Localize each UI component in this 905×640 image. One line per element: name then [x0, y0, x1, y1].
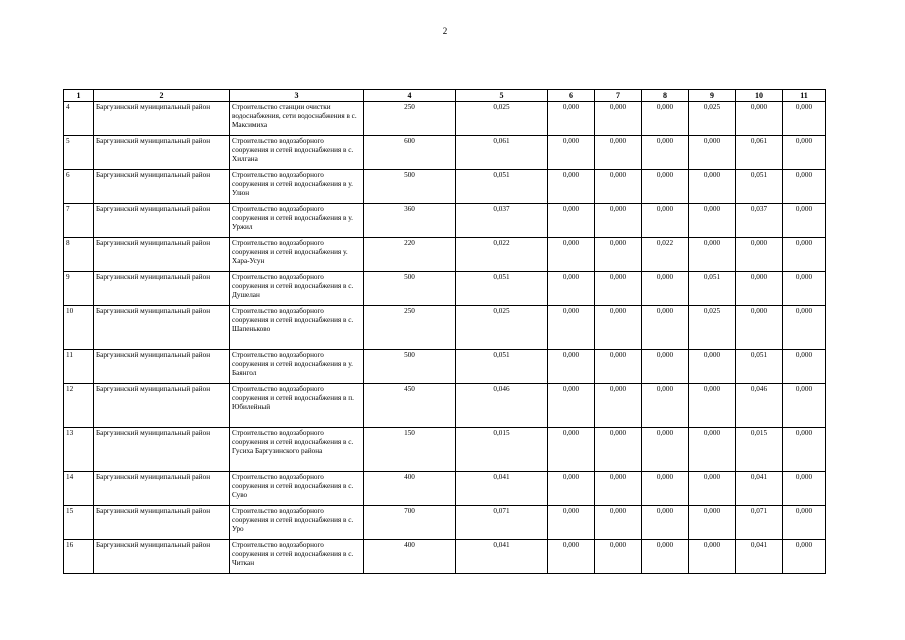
- table-cell-col-3: Строительство станции очистки водоснабжения, сети водоснабжения в с. Максимиха: [230, 102, 364, 136]
- table-cell-col-9: 0,000: [689, 238, 736, 272]
- table-cell-col-7: 0,000: [595, 472, 642, 506]
- data-table: [63, 89, 826, 574]
- table-cell-col-6: 0,000: [548, 540, 595, 574]
- table-cell-col-6: 0,000: [548, 272, 595, 306]
- table-cell-col-5: 0,041: [456, 540, 548, 574]
- table-cell-col-7: 0,000: [595, 350, 642, 384]
- table-cell-col-7: 0,000: [595, 136, 642, 170]
- table-cell-col-8: 0,000: [642, 384, 689, 428]
- table-cell-col-7: 0,000: [595, 428, 642, 472]
- table-cell-col-4: 500: [364, 350, 456, 384]
- table-row: [64, 472, 826, 506]
- table-cell-col-1: 14: [64, 472, 94, 506]
- table-cell-col-11: 0,000: [783, 428, 826, 472]
- table-cell-col-11: 0,000: [783, 136, 826, 170]
- table-cell-col-4: 220: [364, 238, 456, 272]
- table-cell-col-8: 0,000: [642, 272, 689, 306]
- table-cell-col-4: 600: [364, 136, 456, 170]
- table-cell-col-9: 0,000: [689, 506, 736, 540]
- table-cell-col-1: 8: [64, 238, 94, 272]
- table-cell-col-3: Строительство водозаборного сооружения и сетей водоснабжения в у. Улюн: [230, 170, 364, 204]
- table-cell-col-10: 0,046: [736, 384, 783, 428]
- table-cell-col-8: 0,022: [642, 238, 689, 272]
- table-cell-col-2: Баргузинский муниципальный район: [94, 506, 230, 540]
- table-cell-col-7: 0,000: [595, 238, 642, 272]
- table-row: [64, 350, 826, 384]
- table-cell-col-5: 0,025: [456, 102, 548, 136]
- table-cell-col-3: Строительство водозаборного сооружения и сетей водоснабжения в с. Шапеньково: [230, 306, 364, 350]
- header-row: [64, 90, 826, 102]
- table-cell-col-8: 0,000: [642, 102, 689, 136]
- table-cell-col-10: 0,041: [736, 540, 783, 574]
- table-cell-col-8: 0,000: [642, 540, 689, 574]
- table-cell-col-3: Строительство водозаборного сооружения и сетей водоснабжения в с. Уро: [230, 506, 364, 540]
- table-cell-col-3: Строительство водозаборного сооружения и сетей водоснабжения у. Хара-Усун: [230, 238, 364, 272]
- table-cell-col-8: 0,000: [642, 170, 689, 204]
- table-cell-col-11: 0,000: [783, 540, 826, 574]
- table-cell-col-7: 0,000: [595, 272, 642, 306]
- table-cell-col-1: 10: [64, 306, 94, 350]
- table-cell-col-6: 0,000: [548, 136, 595, 170]
- table-cell-col-2: Баргузинский муниципальный район: [94, 136, 230, 170]
- table-cell-col-8: 0,000: [642, 350, 689, 384]
- table-row: [64, 540, 826, 574]
- table-cell-col-5: 0,037: [456, 204, 548, 238]
- table-cell-col-8: 0,000: [642, 506, 689, 540]
- table-cell-col-5: 0,051: [456, 350, 548, 384]
- table-row: [64, 384, 826, 428]
- table-cell-col-1: 16: [64, 540, 94, 574]
- table-body: [64, 102, 826, 574]
- table-cell-col-6: 0,000: [548, 384, 595, 428]
- table-cell-col-2: Баргузинский муниципальный район: [94, 204, 230, 238]
- table-cell-col-5: 0,046: [456, 384, 548, 428]
- table-cell-col-9: 0,000: [689, 136, 736, 170]
- column-header-10: 10: [736, 90, 783, 102]
- table-cell-col-11: 0,000: [783, 102, 826, 136]
- table-cell-col-2: Баргузинский муниципальный район: [94, 540, 230, 574]
- table-cell-col-2: Баргузинский муниципальный район: [94, 170, 230, 204]
- table-cell-col-5: 0,051: [456, 272, 548, 306]
- table-cell-col-1: 6: [64, 170, 94, 204]
- table-header: [64, 90, 826, 102]
- table-cell-col-8: 0,000: [642, 472, 689, 506]
- table-cell-col-4: 150: [364, 428, 456, 472]
- column-header-5: 5: [456, 90, 548, 102]
- column-header-3: 3: [230, 90, 364, 102]
- table-cell-col-3: Строительство водозаборного сооружения и сетей водоснабжения в у. Уржил: [230, 204, 364, 238]
- table-cell-col-4: 250: [364, 102, 456, 136]
- column-header-8: 8: [642, 90, 689, 102]
- table-cell-col-4: 500: [364, 272, 456, 306]
- table-cell-col-3: Строительство водозаборного сооружения и сетей водоснабжения в п. Юбилейный: [230, 384, 364, 428]
- table-cell-col-1: 7: [64, 204, 94, 238]
- table-cell-col-6: 0,000: [548, 238, 595, 272]
- table-cell-col-11: 0,000: [783, 272, 826, 306]
- table-cell-col-4: 360: [364, 204, 456, 238]
- table-cell-col-3: Строительство водозаборного сооружения и сетей водоснабжения в с. Хилгана: [230, 136, 364, 170]
- table-cell-col-9: 0,000: [689, 350, 736, 384]
- table-cell-col-1: 5: [64, 136, 94, 170]
- table-cell-col-9: 0,000: [689, 540, 736, 574]
- table-cell-col-10: 0,037: [736, 204, 783, 238]
- table-cell-col-6: 0,000: [548, 428, 595, 472]
- column-header-7: 7: [595, 90, 642, 102]
- table-cell-col-2: Баргузинский муниципальный район: [94, 472, 230, 506]
- table-cell-col-6: 0,000: [548, 472, 595, 506]
- table-cell-col-11: 0,000: [783, 384, 826, 428]
- table-cell-col-5: 0,022: [456, 238, 548, 272]
- table-cell-col-9: 0,000: [689, 428, 736, 472]
- table-cell-col-4: 400: [364, 472, 456, 506]
- table-cell-col-4: 250: [364, 306, 456, 350]
- table-cell-col-1: 12: [64, 384, 94, 428]
- table-cell-col-9: 0,000: [689, 170, 736, 204]
- table-row: [64, 102, 826, 136]
- table-cell-col-2: Баргузинский муниципальный район: [94, 306, 230, 350]
- table-cell-col-6: 0,000: [548, 204, 595, 238]
- table-cell-col-2: Баргузинский муниципальный район: [94, 102, 230, 136]
- table-cell-col-11: 0,000: [783, 238, 826, 272]
- table-cell-col-9: 0,025: [689, 306, 736, 350]
- table-cell-col-1: 15: [64, 506, 94, 540]
- column-header-4: 4: [364, 90, 456, 102]
- table-cell-col-7: 0,000: [595, 384, 642, 428]
- table-cell-col-5: 0,041: [456, 472, 548, 506]
- table-cell-col-1: 11: [64, 350, 94, 384]
- table-cell-col-10: 0,061: [736, 136, 783, 170]
- table-cell-col-10: 0,000: [736, 102, 783, 136]
- table-cell-col-7: 0,000: [595, 102, 642, 136]
- table-cell-col-9: 0,000: [689, 472, 736, 506]
- table-cell-col-10: 0,000: [736, 306, 783, 350]
- table-cell-col-7: 0,000: [595, 170, 642, 204]
- table-cell-col-9: 0,051: [689, 272, 736, 306]
- table-cell-col-7: 0,000: [595, 540, 642, 574]
- page-number: 2: [442, 26, 448, 36]
- table-cell-col-1: 13: [64, 428, 94, 472]
- table-cell-col-2: Баргузинский муниципальный район: [94, 428, 230, 472]
- table-cell-col-9: 0,000: [689, 204, 736, 238]
- table-cell-col-4: 700: [364, 506, 456, 540]
- table-cell-col-6: 0,000: [548, 506, 595, 540]
- table-cell-col-11: 0,000: [783, 506, 826, 540]
- table-cell-col-8: 0,000: [642, 306, 689, 350]
- table-cell-col-4: 500: [364, 170, 456, 204]
- table-row: [64, 428, 826, 472]
- table-cell-col-3: Строительство водозаборного сооружения и сетей водоснабжения в у. Баянгол: [230, 350, 364, 384]
- table-cell-col-11: 0,000: [783, 306, 826, 350]
- table-cell-col-2: Баргузинский муниципальный район: [94, 350, 230, 384]
- table-cell-col-10: 0,000: [736, 238, 783, 272]
- table-cell-col-6: 0,000: [548, 102, 595, 136]
- table-cell-col-11: 0,000: [783, 472, 826, 506]
- table-cell-col-8: 0,000: [642, 204, 689, 238]
- table-row: [64, 506, 826, 540]
- table-cell-col-6: 0,000: [548, 306, 595, 350]
- table-cell-col-2: Баргузинский муниципальный район: [94, 238, 230, 272]
- table-cell-col-6: 0,000: [548, 350, 595, 384]
- table-cell-col-11: 0,000: [783, 170, 826, 204]
- column-header-2: 2: [94, 90, 230, 102]
- table-row: [64, 170, 826, 204]
- table-cell-col-7: 0,000: [595, 506, 642, 540]
- table-cell-col-10: 0,051: [736, 170, 783, 204]
- table-row: [64, 306, 826, 350]
- table-cell-col-3: Строительство водозаборного сооружения и сетей водоснабжения в с. Душелан: [230, 272, 364, 306]
- table-cell-col-7: 0,000: [595, 306, 642, 350]
- table-row: [64, 238, 826, 272]
- table-row: [64, 204, 826, 238]
- table-cell-col-1: 4: [64, 102, 94, 136]
- table-cell-col-3: Строительство водозаборного сооружения и сетей водоснабжения в с. Читкан: [230, 540, 364, 574]
- table-cell-col-3: Строительство водозаборного сооружения и сетей водоснабжения в с. Суво: [230, 472, 364, 506]
- column-header-6: 6: [548, 90, 595, 102]
- table-row: [64, 136, 826, 170]
- table-cell-col-11: 0,000: [783, 350, 826, 384]
- table-cell-col-10: 0,051: [736, 350, 783, 384]
- table-cell-col-10: 0,071: [736, 506, 783, 540]
- table-cell-col-5: 0,071: [456, 506, 548, 540]
- table-cell-col-2: Баргузинский муниципальный район: [94, 272, 230, 306]
- table-cell-col-10: 0,041: [736, 472, 783, 506]
- table-cell-col-10: 0,000: [736, 272, 783, 306]
- table-cell-col-9: 0,000: [689, 384, 736, 428]
- table-cell-col-6: 0,000: [548, 170, 595, 204]
- table-cell-col-1: 9: [64, 272, 94, 306]
- table-cell-col-11: 0,000: [783, 204, 826, 238]
- column-header-1: 1: [64, 90, 94, 102]
- table-cell-col-5: 0,025: [456, 306, 548, 350]
- table-cell-col-8: 0,000: [642, 136, 689, 170]
- table-cell-col-9: 0,025: [689, 102, 736, 136]
- table-cell-col-10: 0,015: [736, 428, 783, 472]
- table-cell-col-5: 0,061: [456, 136, 548, 170]
- column-header-9: 9: [689, 90, 736, 102]
- table-cell-col-5: 0,015: [456, 428, 548, 472]
- table-cell-col-5: 0,051: [456, 170, 548, 204]
- table-cell-col-8: 0,000: [642, 428, 689, 472]
- table-cell-col-3: Строительство водозаборного сооружения и сетей водоснабжения в с. Гусиха Баргузинского района: [230, 428, 364, 472]
- table-cell-col-2: Баргузинский муниципальный район: [94, 384, 230, 428]
- table-cell-col-7: 0,000: [595, 204, 642, 238]
- table-cell-col-4: 400: [364, 540, 456, 574]
- column-header-11: 11: [783, 90, 826, 102]
- table-row: [64, 272, 826, 306]
- table-cell-col-4: 450: [364, 384, 456, 428]
